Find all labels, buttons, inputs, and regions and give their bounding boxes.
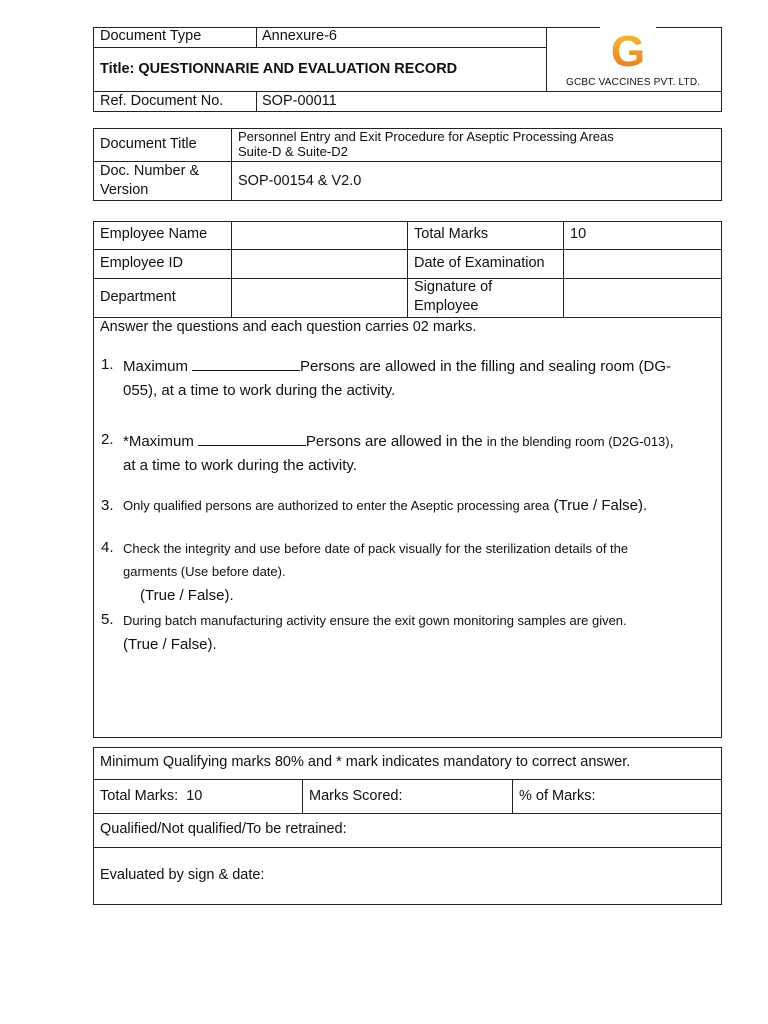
header-divider	[256, 91, 257, 111]
employee-divider	[93, 278, 722, 279]
question-5-options: (True / False).	[123, 636, 217, 653]
company-logo	[600, 24, 656, 74]
department-label: Department	[100, 289, 176, 305]
question-1-line1	[123, 356, 671, 375]
evaluation-divider	[512, 779, 513, 813]
employee-divider	[407, 221, 408, 317]
doc-title-label: Document Title	[100, 136, 197, 152]
eval-evaluated-by: Evaluated by sign & date:	[100, 867, 265, 883]
company-name: GCBC VACCINES PVT. LTD.	[566, 77, 701, 88]
question-2-start: *Maximum	[123, 433, 194, 450]
employee-name-label: Employee Name	[100, 226, 208, 242]
doc-info-divider	[231, 128, 232, 201]
evaluation-divider	[93, 813, 722, 814]
eval-qualified-status: Qualified/Not qualified/To be retrained:	[100, 821, 347, 837]
answer-blank	[192, 356, 300, 371]
logo-mark-icon	[600, 24, 656, 74]
question-3-line1	[123, 497, 647, 514]
question-4-options: (True / False).	[140, 587, 234, 604]
question-3-options: (True / False).	[553, 497, 648, 514]
question-2-number: 2.	[101, 431, 114, 448]
instruction-text: Answer the questions and each question carries 02 marks.	[100, 319, 477, 335]
evaluation-divider	[93, 779, 722, 780]
doc-number-label-line2: Version	[100, 182, 149, 198]
question-2-rest: Persons are allowed in the	[305, 433, 483, 450]
question-1-start: Maximum	[123, 358, 189, 375]
employee-id-label: Employee ID	[100, 255, 184, 271]
record-title-prefix: Title:	[100, 61, 135, 77]
header-divider	[256, 27, 257, 47]
doc-number-value: SOP-00154 & V2.0	[238, 173, 362, 189]
question-5-text: During batch manufacturing activity ensure the exit gown monitoring samples are given.	[123, 613, 627, 628]
signature-label-line1: Signature of	[414, 279, 493, 295]
question-1-line2: 055), at a time to work during the activity.	[123, 382, 396, 399]
question-1-number: 1.	[101, 356, 114, 373]
evaluation-divider	[302, 779, 303, 813]
question-3-number: 3.	[101, 497, 114, 514]
question-2-location: in the blending room (D2G-013)	[486, 434, 670, 449]
employee-divider	[563, 221, 564, 317]
evaluation-divider	[93, 847, 722, 848]
eval-total-marks: Total Marks: 10	[100, 788, 203, 804]
eval-percent-marks: % of Marks:	[519, 788, 596, 804]
question-4-line2: garments (Use before date).	[123, 564, 286, 579]
qualifying-note: Minimum Qualifying marks 80% and * mark indicates mandatory to correct answer.	[100, 754, 631, 770]
doc-number-label-line1: Doc. Number &	[100, 163, 200, 179]
doc-type-label: Document Type	[100, 28, 202, 44]
question-2-line2: at a time to work during the activity.	[123, 457, 357, 474]
signature-label-line2: Employee	[414, 298, 479, 314]
doc-title-line1: Personnel Entry and Exit Procedure for Aseptic Processing Areas	[238, 129, 614, 144]
question-4-number: 4.	[101, 539, 114, 556]
exam-date-label: Date of Examination	[414, 255, 545, 271]
ref-doc-value: SOP-00011	[262, 93, 337, 109]
ref-doc-label: Ref. Document No.	[100, 93, 224, 109]
question-1-rest: Persons are allowed in the filling and sealing room (DG-	[300, 358, 672, 375]
question-5-number: 5.	[101, 611, 114, 628]
question-2-comma: ,	[669, 433, 674, 450]
doc-type-value: Annexure-6	[262, 28, 337, 44]
doc-title-line2: Suite-D & Suite-D2	[238, 144, 348, 159]
answer-blank	[198, 431, 306, 446]
total-marks-label: Total Marks	[414, 226, 489, 242]
question-4-line1: Check the integrity and use before date of pack visually for the sterilization details of the	[123, 541, 629, 556]
header-divider	[93, 47, 546, 48]
logo-letter: G	[610, 27, 646, 74]
header-divider	[546, 27, 547, 91]
record-title	[100, 60, 457, 79]
question-2-line1	[123, 431, 674, 450]
employee-divider	[93, 249, 722, 250]
total-marks-value: 10	[570, 226, 587, 242]
eval-marks-scored: Marks Scored:	[309, 788, 403, 804]
employee-divider	[231, 221, 232, 317]
question-3-text: Only qualified persons are authorized to enter the Aseptic processing area	[123, 498, 550, 513]
record-title-value: QUESTIONNARIE AND EVALUATION RECORD	[138, 61, 458, 77]
